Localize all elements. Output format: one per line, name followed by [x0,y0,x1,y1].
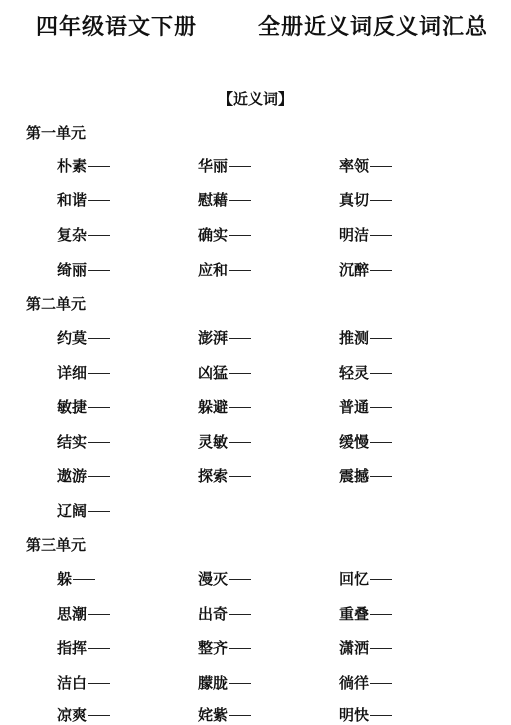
word-text: 洁白 [57,674,88,692]
word-entry [198,327,251,348]
dash-line [229,373,251,374]
dash-line [370,270,392,271]
word-text: 出奇 [198,605,229,623]
dash-line [229,683,251,684]
dash-line [88,235,110,236]
word-text: 缓慢 [339,433,370,451]
word-entry [57,189,110,210]
dash-line [370,579,392,580]
dash-line [88,476,110,477]
word-text: 应和 [198,261,229,279]
word-entry [198,637,251,658]
word-entry [339,155,392,176]
dash-line [88,715,110,716]
word-text: 朦胧 [198,674,229,692]
word-text: 探索 [198,467,229,485]
word-text: 约莫 [57,329,88,347]
word-entry [339,259,392,280]
dash-line [229,407,251,408]
word-entry [57,327,110,348]
word-entry [339,637,392,658]
word-entry [198,259,251,280]
word-text: 辽阔 [57,502,88,520]
word-entry [57,465,110,486]
word-text: 复杂 [57,226,88,244]
word-entry [57,603,110,624]
dash-line [88,648,110,649]
dash-line [88,373,110,374]
word-entry [198,224,251,245]
word-entry [339,672,392,693]
word-text: 徜徉 [339,674,370,692]
dash-line [88,166,110,167]
dash-line [370,442,392,443]
word-entry [198,431,251,452]
word-text: 真切 [339,191,370,209]
dash-line [229,166,251,167]
dash-line [229,338,251,339]
dash-line [370,683,392,684]
word-text: 躲避 [198,398,229,416]
word-entry [198,362,251,383]
word-text: 重叠 [339,605,370,623]
dash-line [229,442,251,443]
word-text: 详细 [57,364,88,382]
dash-line [88,338,110,339]
unit-heading-2: 第二单元 [26,295,87,313]
unit-heading-3: 第三单元 [26,536,87,554]
word-text: 凉爽 [57,706,88,724]
word-text: 澎湃 [198,329,229,347]
section-heading-synonyms: 【近义词】 [217,90,293,108]
word-text: 姹紫 [198,706,229,724]
dash-line [229,614,251,615]
dash-line [229,579,251,580]
word-text: 普通 [339,398,370,416]
word-text: 率领 [339,157,370,175]
dash-line [370,235,392,236]
word-entry [339,431,392,452]
dash-line [370,407,392,408]
word-entry [57,500,110,521]
word-text: 明洁 [339,226,370,244]
dash-line [229,715,251,716]
dash-line [88,270,110,271]
word-entry [198,672,251,693]
dash-line [88,683,110,684]
word-text: 漫灭 [198,570,229,588]
word-text: 华丽 [198,157,229,175]
dash-line [370,476,392,477]
dash-line [88,407,110,408]
word-text: 慰藉 [198,191,229,209]
dash-line [229,200,251,201]
word-entry [339,362,392,383]
word-entry [339,396,392,417]
dash-line [229,476,251,477]
word-entry [57,431,110,452]
word-entry [57,259,110,280]
word-entry [57,362,110,383]
word-entry [198,396,251,417]
word-text: 凶猛 [198,364,229,382]
word-text: 回忆 [339,570,370,588]
word-entry [339,568,392,589]
word-entry [339,189,392,210]
dash-line [88,442,110,443]
word-entry [57,396,110,417]
word-text: 轻灵 [339,364,370,382]
word-text: 确实 [198,226,229,244]
dash-line [370,614,392,615]
dash-line [370,715,392,716]
word-text: 结实 [57,433,88,451]
dash-line [370,166,392,167]
word-entry [57,155,110,176]
word-text: 遨游 [57,467,88,485]
word-text: 整齐 [198,639,229,657]
word-text: 敏捷 [57,398,88,416]
word-entry [198,568,251,589]
word-text: 潇洒 [339,639,370,657]
word-entry [339,327,392,348]
word-text: 朴素 [57,157,88,175]
word-text: 沉醉 [339,261,370,279]
word-text: 躲 [57,570,73,588]
word-text: 推测 [339,329,370,347]
dash-line [229,648,251,649]
word-entry [198,155,251,176]
dash-line [370,648,392,649]
word-entry [339,224,392,245]
dash-line [370,200,392,201]
word-text: 绮丽 [57,261,88,279]
document-title-summary: 全册近义词反义词汇总 [258,14,489,40]
dash-line [370,338,392,339]
word-entry [198,189,251,210]
word-text: 明快 [339,706,370,724]
unit-heading-1: 第一单元 [26,124,87,142]
word-entry [57,672,110,693]
word-text: 和谐 [57,191,88,209]
dash-line [88,200,110,201]
document-title-row [0,10,511,44]
word-entry [198,603,251,624]
dash-line [73,579,95,580]
word-entry [57,224,110,245]
dash-line [88,614,110,615]
word-text: 灵敏 [198,433,229,451]
word-entry [57,637,110,658]
word-entry [57,568,95,589]
word-entry [339,465,392,486]
word-text: 思潮 [57,605,88,623]
word-entry [198,465,251,486]
dash-line [229,270,251,271]
word-entry [339,603,392,624]
dash-line [370,373,392,374]
dash-line [88,511,110,512]
word-text: 震撼 [339,467,370,485]
document-title-grade: 四年级语文下册 [36,14,198,40]
dash-line [229,235,251,236]
word-text: 指挥 [57,639,88,657]
